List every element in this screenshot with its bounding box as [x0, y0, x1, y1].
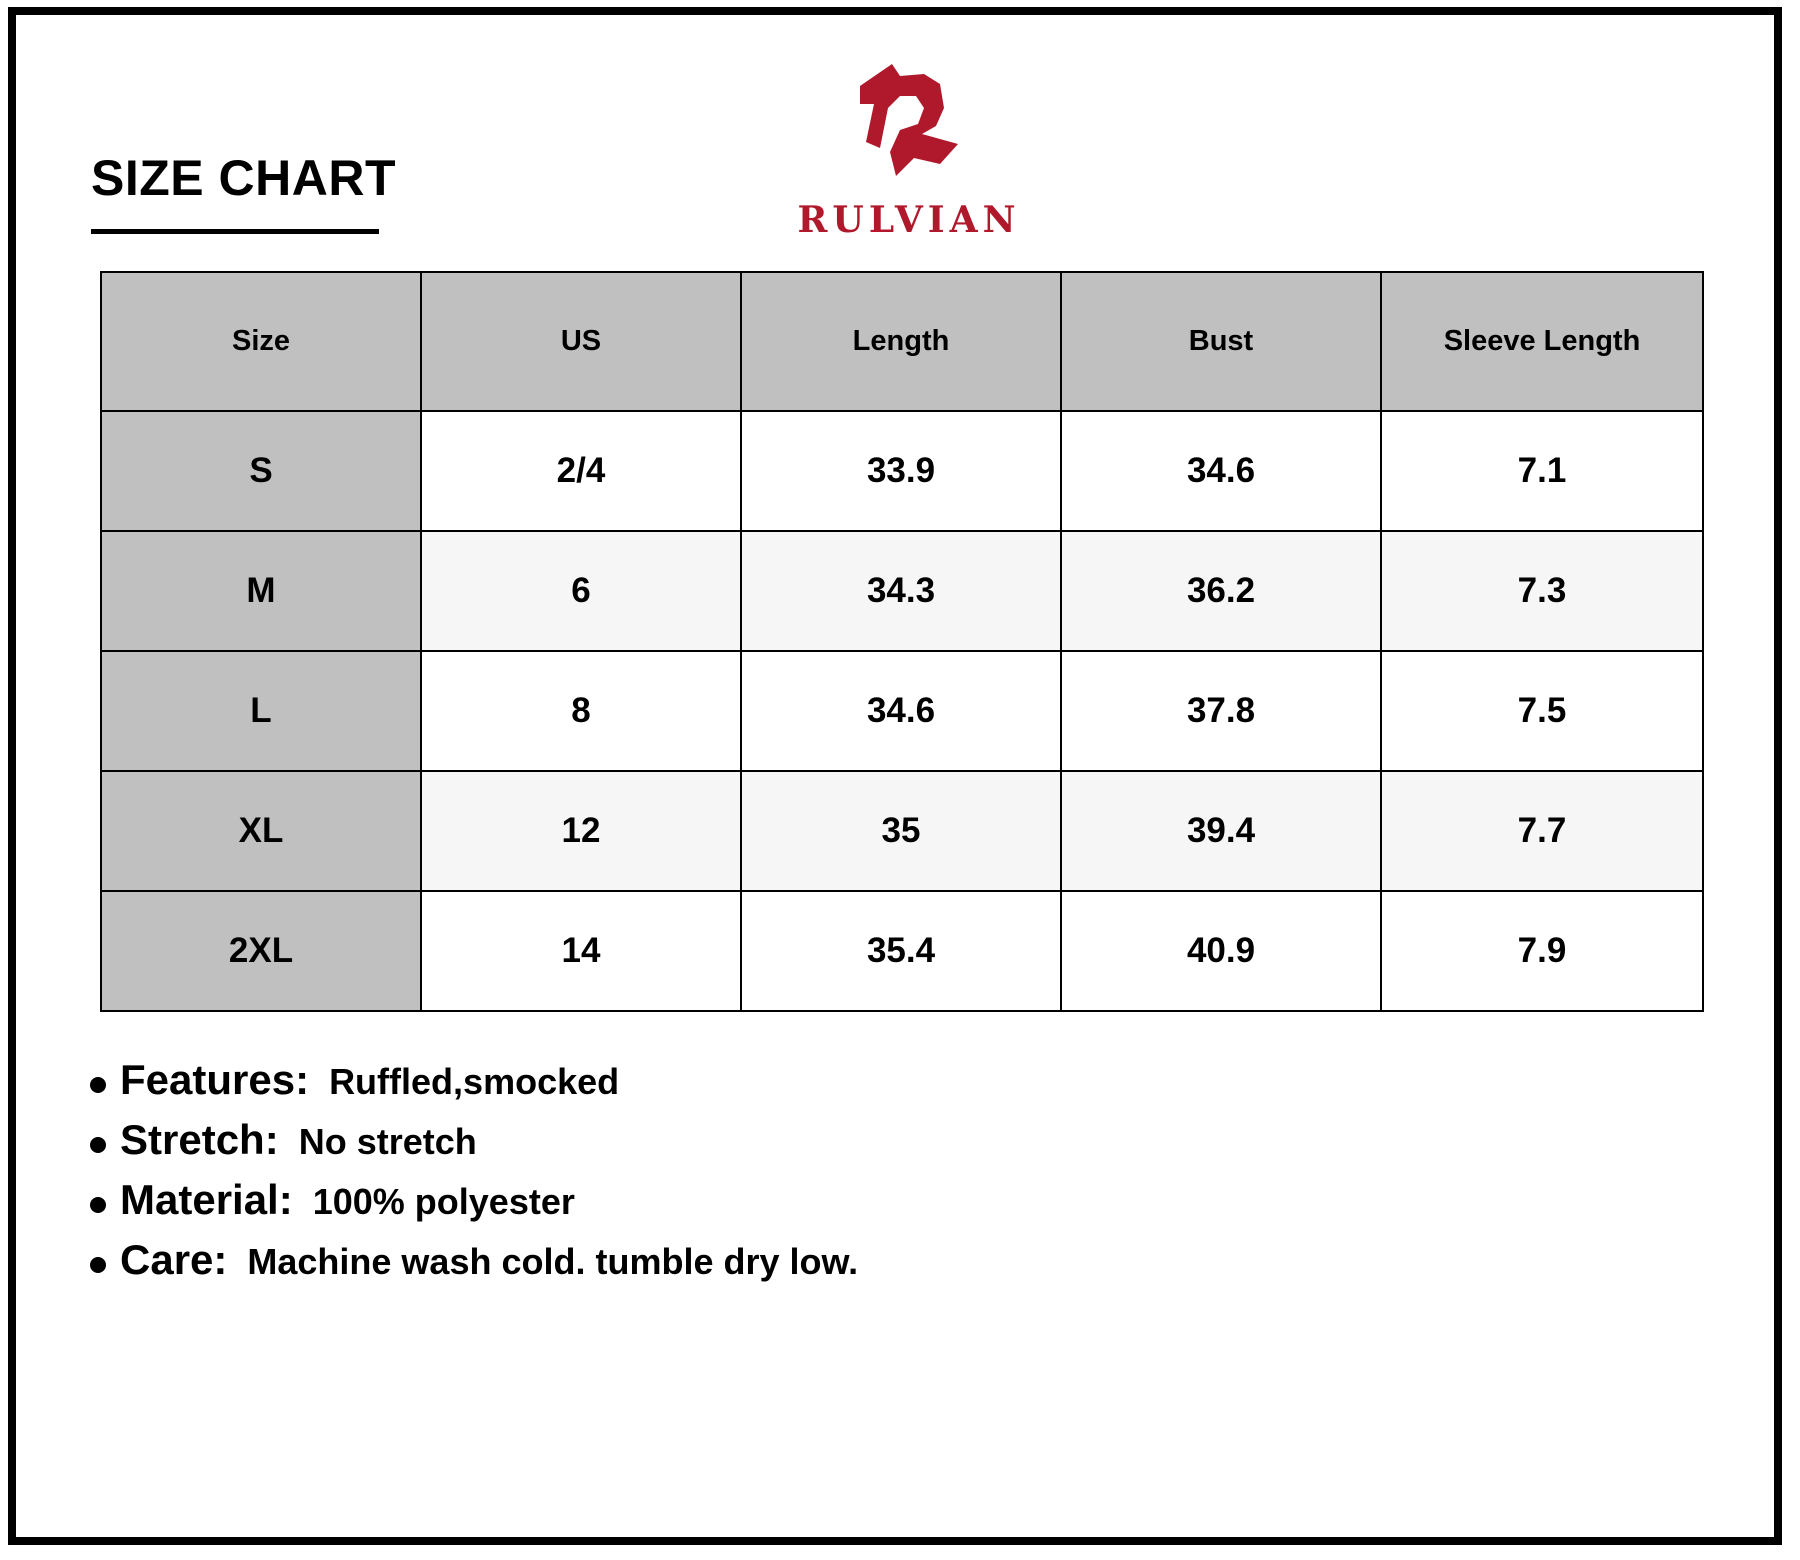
detail-label: Stretch: [120, 1116, 279, 1163]
size-table [100, 271, 1704, 1012]
column-header-bust: Bust [1061, 272, 1381, 411]
size-cell: M [101, 531, 421, 651]
detail-label: Care: [120, 1236, 228, 1283]
detail-value: No stretch [298, 1121, 477, 1162]
us-cell: 8 [421, 651, 741, 771]
table-row [101, 531, 1703, 651]
column-header-sleeve-length: Sleeve Length [1381, 272, 1703, 411]
table-row [101, 411, 1703, 531]
length-cell: 34.3 [741, 531, 1061, 651]
us-cell: 6 [421, 531, 741, 651]
bullet-icon [90, 1197, 106, 1213]
sleeve-length-cell: 7.3 [1381, 531, 1703, 651]
detail-stretch [90, 1116, 858, 1176]
title-underline [91, 229, 379, 234]
sleeve-length-cell: 7.5 [1381, 651, 1703, 771]
page-title: SIZE CHART [91, 150, 396, 206]
size-cell: L [101, 651, 421, 771]
column-header-size: Size [101, 272, 421, 411]
length-cell: 33.9 [741, 411, 1061, 531]
sleeve-length-cell: 7.1 [1381, 411, 1703, 531]
us-cell: 2/4 [421, 411, 741, 531]
length-cell: 34.6 [741, 651, 1061, 771]
r-monogram-icon [840, 64, 970, 194]
detail-value: Machine wash cold. tumble dry low. [247, 1241, 859, 1282]
detail-value: 100% polyester [312, 1181, 575, 1222]
table-row [101, 891, 1703, 1011]
bust-cell: 37.8 [1061, 651, 1381, 771]
table-row [101, 651, 1703, 771]
bullet-icon [90, 1137, 106, 1153]
detail-label: Material: [120, 1176, 293, 1223]
sleeve-length-cell: 7.7 [1381, 771, 1703, 891]
detail-care [90, 1236, 858, 1296]
bust-cell: 40.9 [1061, 891, 1381, 1011]
brand-name: RULVIAN [797, 199, 1021, 241]
product-details-list [90, 1056, 858, 1296]
bust-cell: 39.4 [1061, 771, 1381, 891]
column-header-length: Length [741, 272, 1061, 411]
bust-cell: 36.2 [1061, 531, 1381, 651]
detail-material [90, 1176, 858, 1236]
column-header-us: US [421, 272, 741, 411]
bullet-icon [90, 1257, 106, 1273]
length-cell: 35.4 [741, 891, 1061, 1011]
bullet-icon [90, 1077, 106, 1093]
size-cell: S [101, 411, 421, 531]
us-cell: 12 [421, 771, 741, 891]
detail-value: Ruffled,smocked [329, 1061, 620, 1102]
detail-features [90, 1056, 858, 1116]
brand-logo [778, 64, 1040, 246]
detail-label: Features: [120, 1056, 310, 1103]
table-row [101, 771, 1703, 891]
us-cell: 14 [421, 891, 741, 1011]
sleeve-length-cell: 7.9 [1381, 891, 1703, 1011]
size-cell: XL [101, 771, 421, 891]
table-header-row [101, 272, 1703, 411]
length-cell: 35 [741, 771, 1061, 891]
size-cell: 2XL [101, 891, 421, 1011]
bust-cell: 34.6 [1061, 411, 1381, 531]
